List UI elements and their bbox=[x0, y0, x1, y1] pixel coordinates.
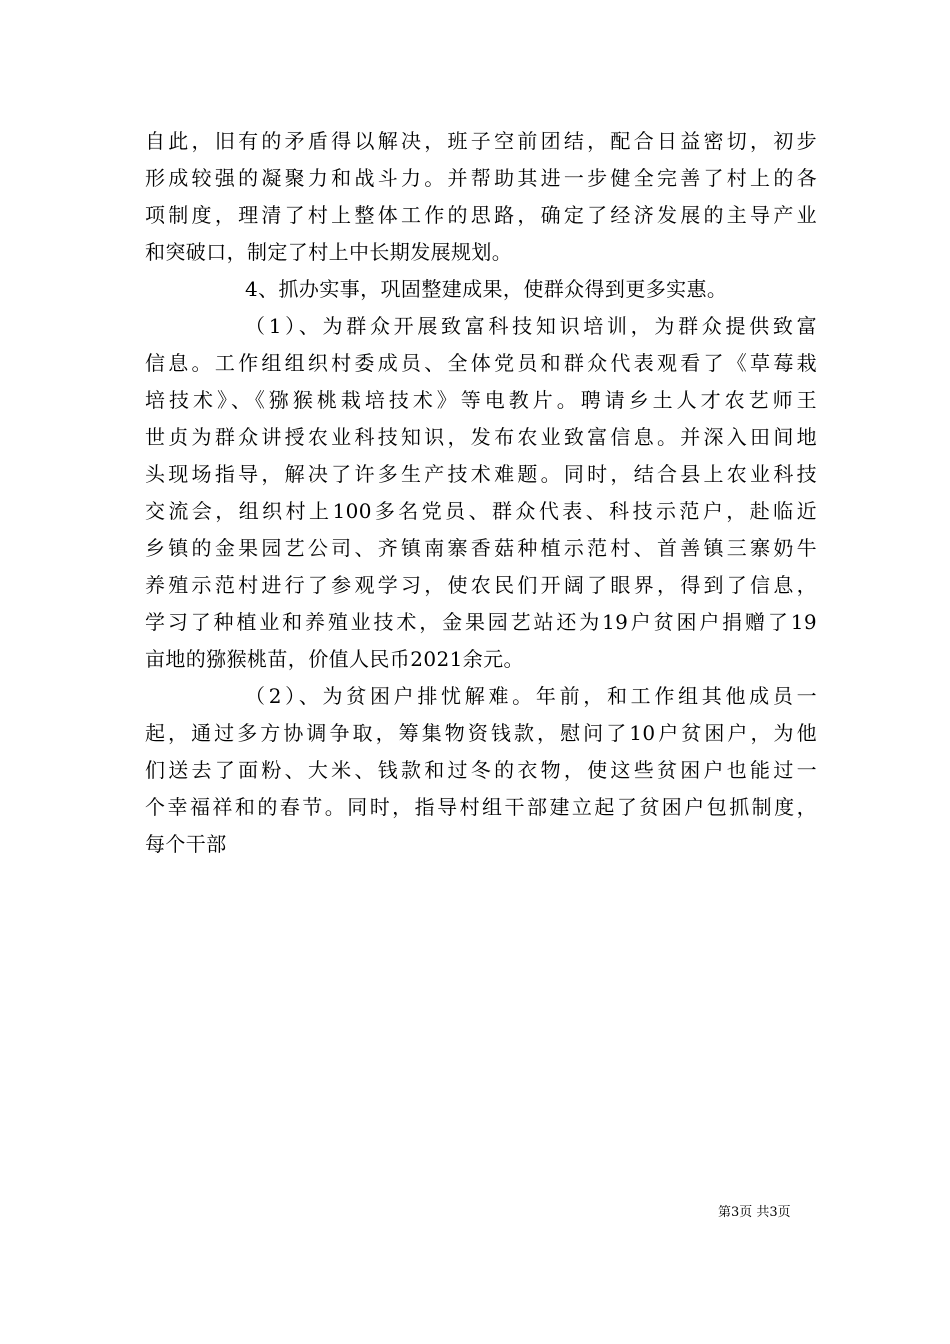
page-number: 第3页 共3页 bbox=[718, 1205, 791, 1220]
paragraph-line: 世贞为群众讲授农业科技知识，发布农业致富信息。并深入田间地 bbox=[145, 425, 817, 449]
paragraph-line: 养殖示范村进行了参观学习，使农民们开阔了眼界，得到了信息， bbox=[145, 573, 817, 597]
paragraph-line: 头现场指导，解决了许多生产技术难题。同时，结合县上农业科技 bbox=[145, 462, 817, 486]
paragraph-line: 每个干部 bbox=[145, 832, 227, 856]
paragraph-line: 起，通过多方协调争取，筹集物资钱款，慰问了10户贫困户，为他 bbox=[145, 721, 817, 745]
paragraph-line: 学习了种植业和养殖业技术，金果园艺站还为19户贫困户捐赠了19 bbox=[145, 610, 817, 634]
paragraph-line: 和突破口，制定了村上中长期发展规划。 bbox=[145, 240, 513, 264]
paragraph-line: 自此，旧有的矛盾得以解决，班子空前团结，配合日益密切，初步 bbox=[145, 129, 817, 153]
paragraph-line: 项制度，理清了村上整体工作的思路，确定了经济发展的主导产业 bbox=[145, 203, 817, 227]
paragraph-line: 亩地的猕猴桃苗，价值人民币2021余元。 bbox=[145, 647, 524, 671]
paragraph-line: 乡镇的金果园艺公司、齐镇南寨香菇种植示范村、首善镇三寨奶牛 bbox=[145, 536, 817, 560]
subsection-heading: （2）、为贫困户排忧解难。年前，和工作组其他成员一 bbox=[245, 684, 817, 708]
paragraph-line: 形成较强的凝聚力和战斗力。并帮助其进一步健全完善了村上的各 bbox=[145, 166, 817, 190]
paragraph-line: 培技术》、《猕猴桃栽培技术》等电教片。聘请乡土人才农艺师王 bbox=[145, 388, 817, 412]
paragraph-line: 交流会，组织村上100多名党员、群众代表、科技示范户，赴临近 bbox=[145, 499, 817, 523]
paragraph-line: 们送去了面粉、大米、钱款和过冬的衣物，使这些贫困户也能过一 bbox=[145, 758, 817, 782]
paragraph-line: 个幸福祥和的春节。同时，指导村组干部建立起了贫困户包抓制度， bbox=[145, 795, 817, 819]
section-heading: 4、抓办实事，巩固整建成果，使群众得到更多实惠。 bbox=[245, 277, 728, 301]
paragraph-line: 信息。工作组组织村委成员、全体党员和群众代表观看了《草莓栽 bbox=[145, 351, 817, 375]
subsection-heading: （1）、为群众开展致富科技知识培训，为群众提供致富 bbox=[245, 314, 817, 338]
